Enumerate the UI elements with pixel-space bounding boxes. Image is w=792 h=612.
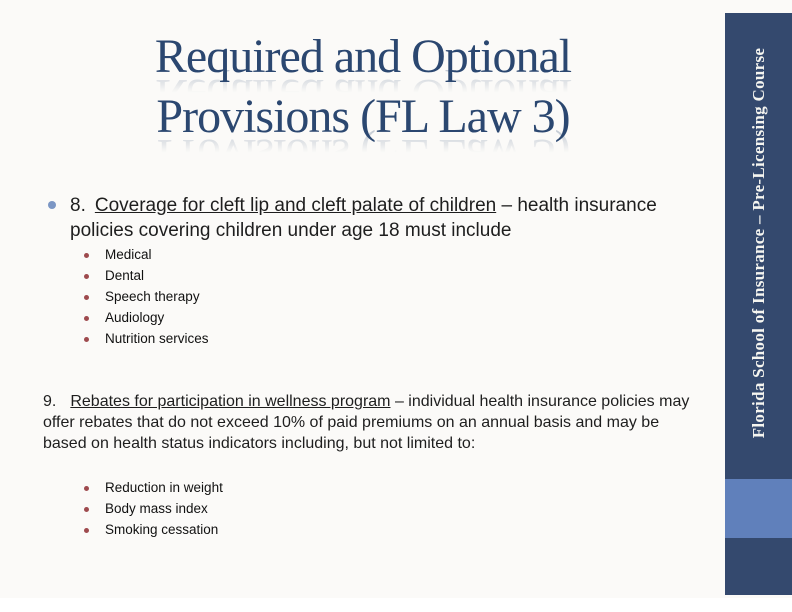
item-9-underlined-text: Rebates for participation in wellness program bbox=[70, 393, 391, 410]
list-item-label: Speech therapy bbox=[105, 289, 200, 304]
list-item-label: Dental bbox=[105, 268, 145, 283]
item-8-sublist bbox=[84, 248, 209, 353]
list-item bbox=[84, 248, 209, 262]
bullet-icon bbox=[84, 528, 89, 533]
bullet-icon bbox=[84, 507, 89, 512]
list-item bbox=[84, 481, 223, 495]
sidebar-accent-band bbox=[725, 479, 792, 538]
bullet-item-8 bbox=[48, 193, 660, 243]
title-line-1: Required and Optional bbox=[154, 30, 572, 83]
bullet-icon bbox=[84, 295, 89, 300]
item-9-sublist bbox=[84, 481, 223, 544]
bullet-icon bbox=[84, 274, 89, 279]
item-8-number: 8. bbox=[70, 195, 86, 216]
list-item bbox=[84, 269, 209, 283]
paragraph-item-9 bbox=[43, 391, 699, 454]
list-item bbox=[84, 332, 209, 346]
list-item bbox=[84, 290, 209, 304]
sidebar-course-label: Florida School of Insurance – Pre-Licensing Course bbox=[748, 47, 768, 439]
item-8-rest-text: – health insurance policies covering children under age 18 must include bbox=[70, 195, 657, 241]
item-8-underlined-text: Coverage for cleft lip and cleft palate of children bbox=[94, 195, 497, 216]
list-item bbox=[84, 523, 223, 537]
bullet-icon bbox=[84, 253, 89, 258]
list-item-label: Body mass index bbox=[105, 501, 208, 516]
list-item bbox=[84, 311, 209, 325]
title-line-2: Provisions (FL Law 3) bbox=[156, 90, 570, 143]
list-item bbox=[84, 502, 223, 516]
list-item-label: Medical bbox=[105, 247, 152, 262]
bullet-icon bbox=[84, 337, 89, 342]
item-9-rest-text: – individual health insurance policies may offer rebates that do not exceed 10% of paid premiums on an annual basis and may be based on health status indicators including, but not limited to: bbox=[43, 393, 690, 452]
bullet-icon bbox=[84, 486, 89, 491]
list-item-label: Audiology bbox=[105, 310, 165, 325]
list-item-label: Nutrition services bbox=[105, 331, 209, 346]
bullet-icon bbox=[48, 201, 56, 209]
list-item-label: Reduction in weight bbox=[105, 480, 223, 495]
bullet-icon bbox=[84, 316, 89, 321]
slide-title bbox=[0, 30, 726, 150]
list-item-label: Smoking cessation bbox=[105, 522, 219, 537]
item-9-number: 9. bbox=[43, 393, 57, 410]
